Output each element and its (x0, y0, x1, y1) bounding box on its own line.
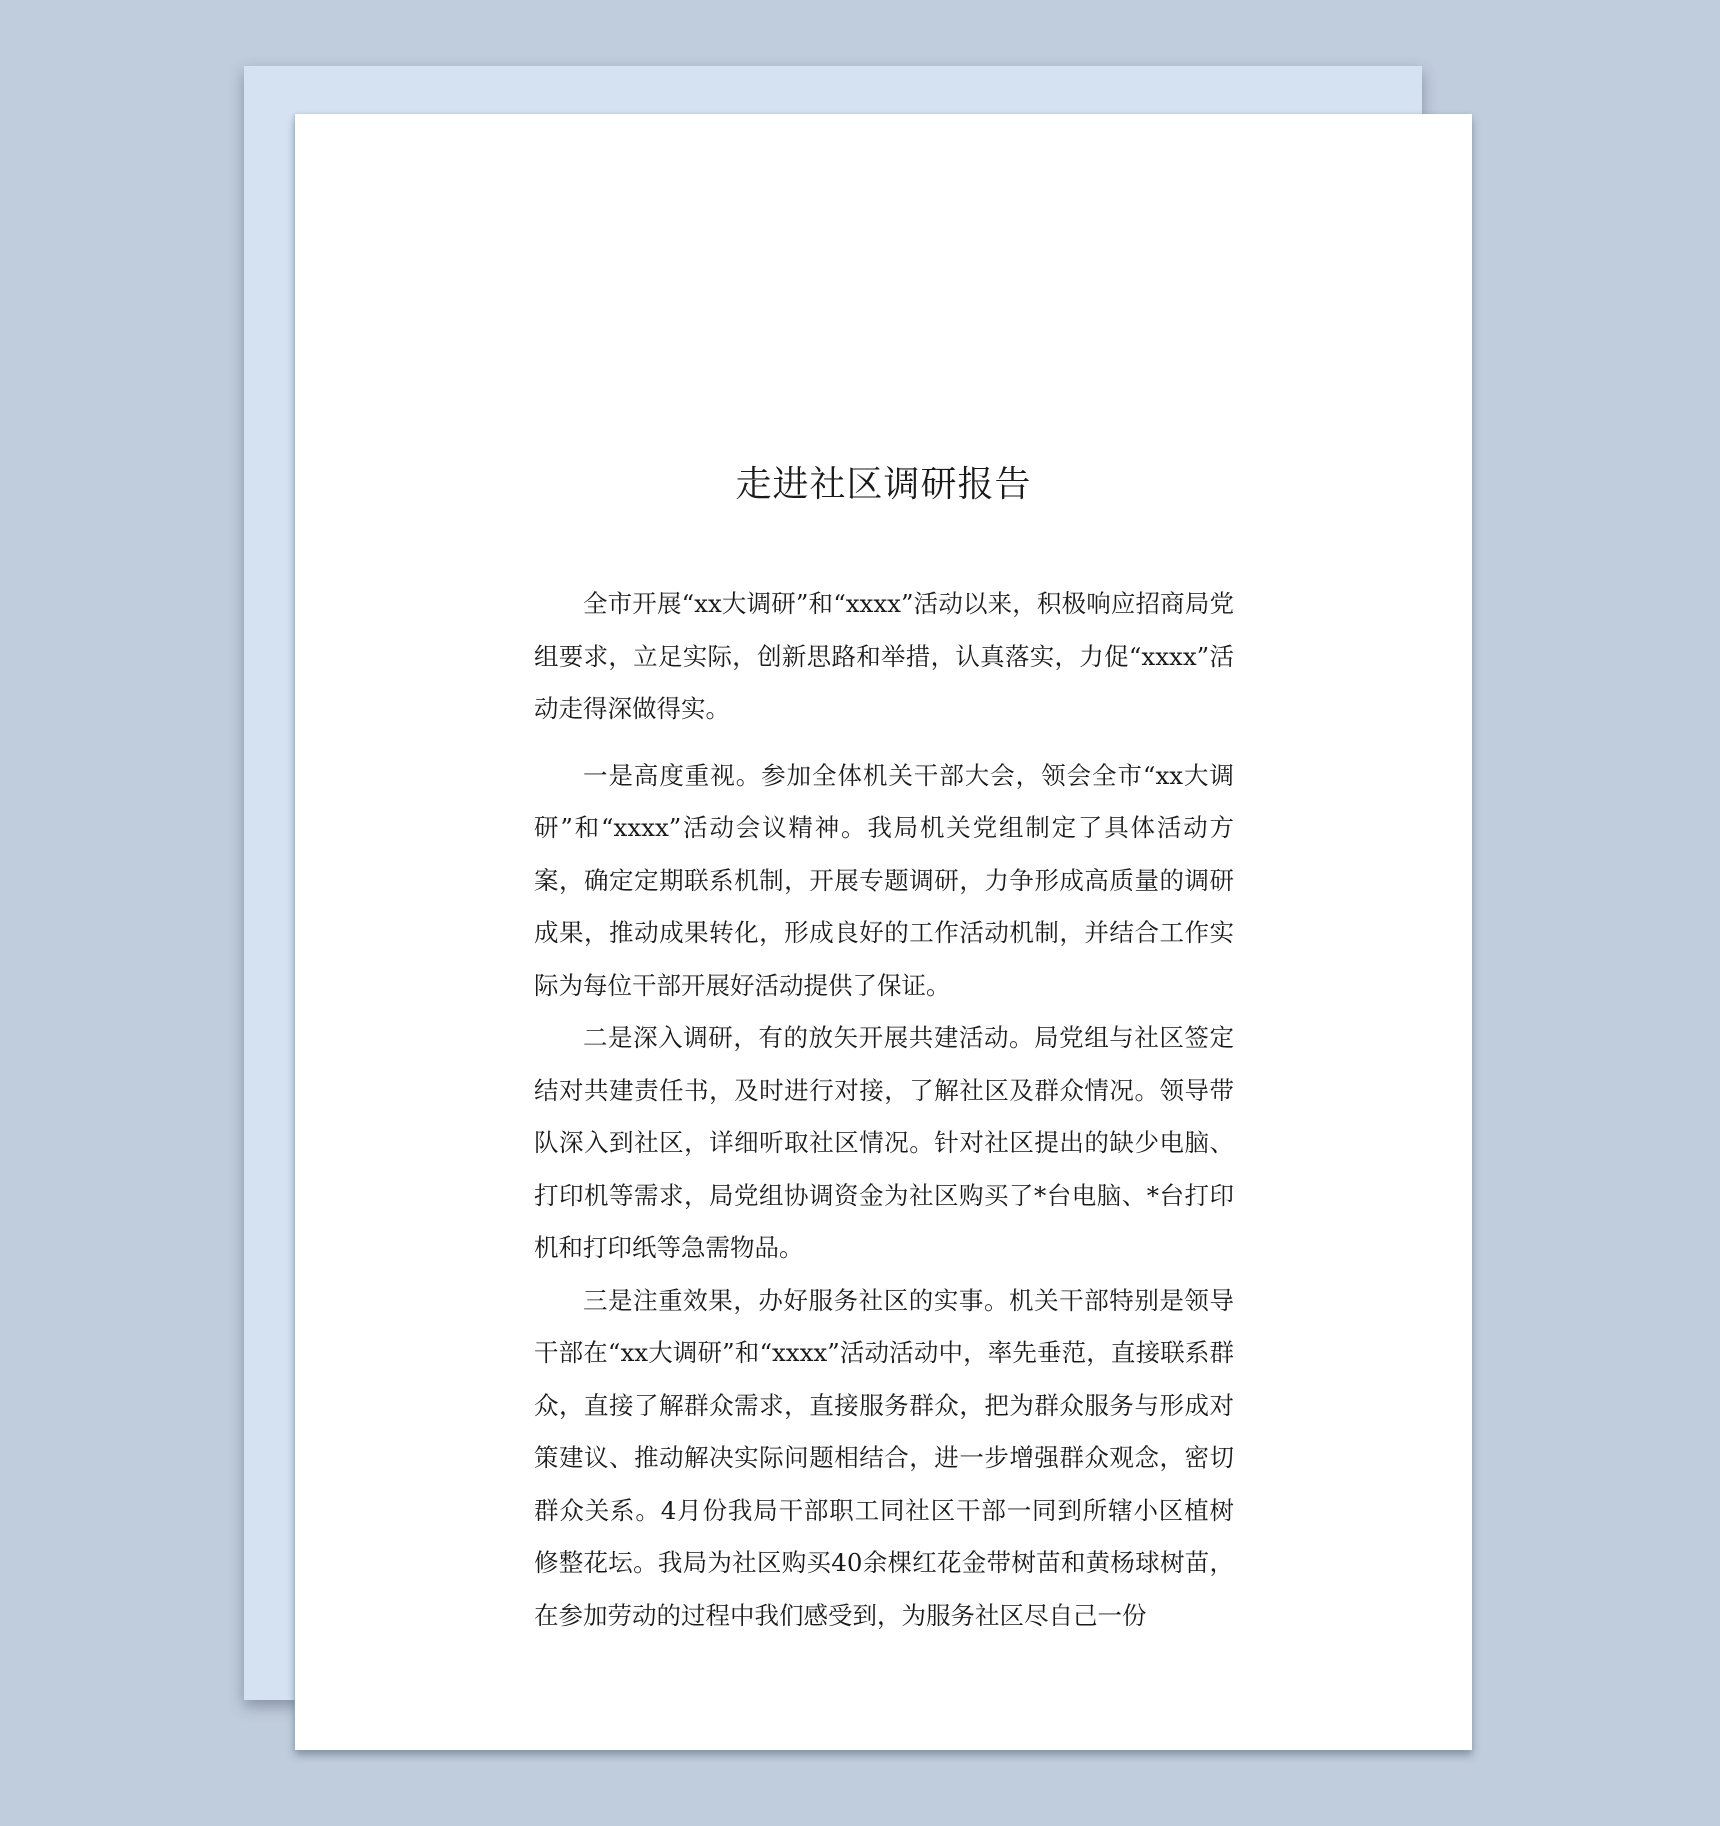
paragraph-point-three: 三是注重效果，办好服务社区的实事。机关干部特别是领导干部在“xx大调研”和“xxxx”活动活动中，率先垂范，直接联系群众，直接了解群众需求，直接服务群众，把为群众服务与形成对策建议、推动解决实际问题相结合，进一步增强群众观念，密切群众关系。4月份我局干部职工同社区干部一同到所辖小区植树修整花坛。我局为社区购买40余棵红花金带树苗和黄杨球树苗，在参加劳动的过程中我们感受到，为服务社区尽自己一份 (534, 1285, 1234, 1630)
document-body (534, 578, 1234, 1642)
document-page (295, 114, 1472, 1750)
paragraph-point-two: 二是深入调研，有的放矢开展共建活动。局党组与社区签定结对共建责任书，及时进行对接，了解社区及群众情况。领导带队深入到社区，详细听取社区情况。针对社区提出的缺少电脑、打印机等需求，局党组协调资金为社区购买了*台电脑、*台打印机和打印纸等急需物品。 (534, 1023, 1234, 1262)
document-title: 走进社区调研报告 (735, 464, 1032, 505)
paragraph-intro: 全市开展“xx大调研”和“xxxx”活动以来，积极响应招商局党组要求，立足实际，创新思路和举措，认真落实，力促“xxxx”活动走得深做得实。 (534, 589, 1234, 723)
paragraph-point-one: 一是高度重视。参加全体机关干部大会，领会全市“xx大调研”和“xxxx”活动会议精神。我局机关党组制定了具体活动方案，确定定期联系机制，开展专题调研，力争形成高质量的调研成果，推动成果转化，形成良好的工作活动机制，并结合工作实际为每位干部开展好活动提供了保证。 (534, 760, 1234, 1000)
